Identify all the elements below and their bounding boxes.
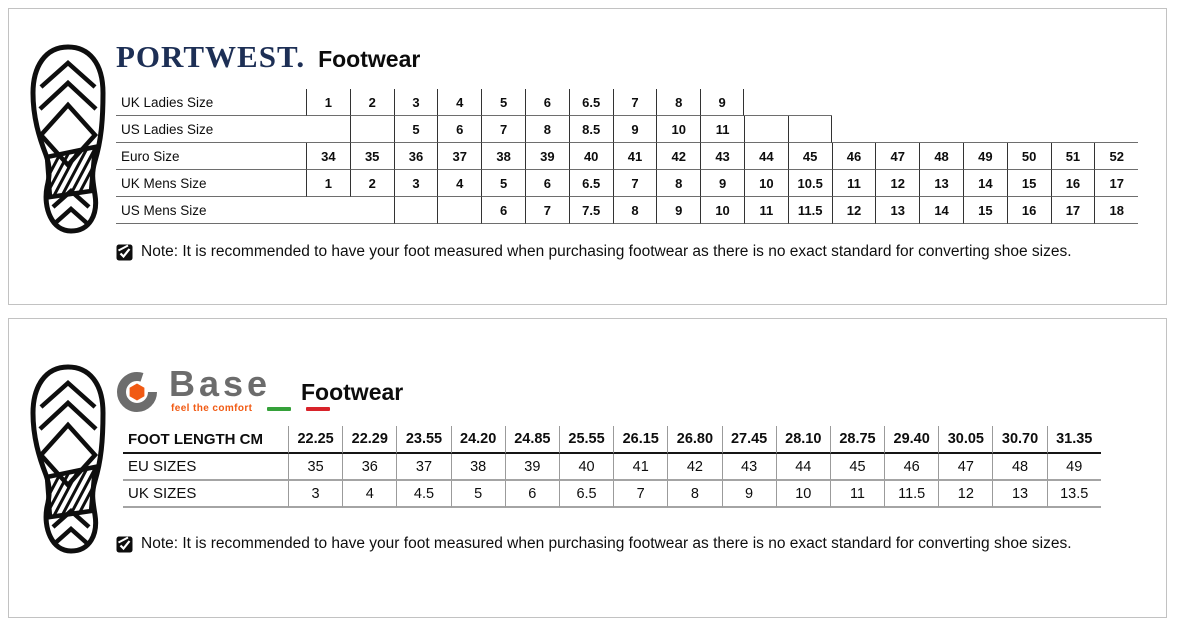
size-cell: 8	[525, 116, 569, 143]
size-cell: 29.40	[884, 426, 938, 454]
size-cell	[350, 197, 394, 224]
size-cell: 49	[963, 143, 1007, 170]
size-cell: 13	[992, 481, 1046, 508]
size-cell: 4	[437, 89, 481, 116]
size-cell: 44	[776, 454, 830, 481]
size-cell: 28.75	[830, 426, 884, 454]
base-panel	[8, 318, 1167, 618]
size-cell: 6.5	[559, 481, 613, 508]
size-cell: 43	[700, 143, 744, 170]
size-cell: 8.5	[569, 116, 613, 143]
size-cell: 43	[722, 454, 776, 481]
size-cell: 5	[481, 89, 525, 116]
size-cell: 6.5	[569, 89, 613, 116]
base-logo	[114, 363, 330, 415]
size-cell: 48	[992, 454, 1046, 481]
size-cell: 12	[875, 170, 919, 197]
size-cell: 8	[656, 89, 700, 116]
size-cell: 45	[788, 143, 832, 170]
size-cell: 12	[938, 481, 992, 508]
base-footwear-title: Footwear	[301, 379, 404, 405]
size-cell: 8	[613, 197, 657, 224]
size-cell: 49	[1047, 454, 1101, 481]
row-label: EU SIZES	[123, 454, 288, 481]
size-cell: 4	[437, 170, 481, 197]
size-cell: 17	[1094, 170, 1138, 197]
size-cell: 36	[394, 143, 438, 170]
size-cell: 15	[1007, 170, 1051, 197]
size-cell: 3	[394, 170, 438, 197]
size-cell: 13.5	[1047, 481, 1101, 508]
note-check-icon	[116, 536, 133, 553]
size-cell: 44	[744, 143, 788, 170]
size-cell: 18	[1094, 197, 1138, 224]
size-cell	[306, 197, 350, 224]
size-cell	[919, 116, 963, 143]
size-cell: 7	[481, 116, 525, 143]
size-cell: 7	[525, 197, 569, 224]
table-row	[116, 116, 1139, 143]
size-cell	[437, 197, 481, 224]
size-cell: 9	[613, 116, 657, 143]
size-cell: 30.70	[992, 426, 1046, 454]
size-cell: 6.5	[569, 170, 613, 197]
portwest-size-table	[116, 89, 1139, 224]
table-row	[123, 426, 1102, 454]
size-cell: 22.29	[342, 426, 396, 454]
row-label: US Mens Size	[116, 197, 306, 224]
portwest-note	[116, 243, 1072, 261]
size-cell: 3	[394, 89, 438, 116]
size-cell: 9	[722, 481, 776, 508]
size-cell: 7.5	[569, 197, 613, 224]
size-cell: 6	[525, 170, 569, 197]
size-cell: 23.55	[396, 426, 450, 454]
portwest-footwear-title: Footwear	[318, 46, 421, 72]
size-cell: 28.10	[776, 426, 830, 454]
size-cell	[875, 89, 919, 116]
size-cell	[963, 116, 1007, 143]
size-cell: 37	[396, 454, 450, 481]
size-cell: 50	[1007, 143, 1051, 170]
size-cell: 2	[350, 170, 394, 197]
portwest-panel	[8, 8, 1167, 305]
size-cell: 24.85	[505, 426, 559, 454]
size-cell: 11	[700, 116, 744, 143]
size-cell: 34	[306, 143, 350, 170]
size-cell: 38	[481, 143, 525, 170]
size-cell: 4.5	[396, 481, 450, 508]
table-row	[123, 454, 1102, 481]
size-cell: 51	[1051, 143, 1095, 170]
size-cell: 1	[306, 89, 350, 116]
size-cell: 47	[938, 454, 992, 481]
size-cell: 30.05	[938, 426, 992, 454]
size-cell: 1	[306, 170, 350, 197]
base-wordmark: Base	[169, 363, 272, 404]
row-label: Euro Size	[116, 143, 306, 170]
size-cell: 7	[613, 89, 657, 116]
flag-red-bar	[306, 407, 330, 411]
size-cell: 14	[963, 170, 1007, 197]
size-cell: 10	[700, 197, 744, 224]
size-cell: 35	[288, 454, 342, 481]
row-label: UK Mens Size	[116, 170, 306, 197]
size-cell: 11	[744, 197, 788, 224]
size-cell	[832, 89, 876, 116]
size-cell: 31.35	[1047, 426, 1101, 454]
size-cell	[1007, 89, 1051, 116]
note-check-icon	[116, 244, 133, 261]
row-label: US Ladies Size	[116, 116, 306, 143]
size-cell: 10.5	[788, 170, 832, 197]
size-cell: 6	[525, 89, 569, 116]
size-cell: 10	[776, 481, 830, 508]
size-cell: 13	[919, 170, 963, 197]
size-cell: 27.45	[722, 426, 776, 454]
size-cell: 39	[505, 454, 559, 481]
size-cell	[350, 116, 394, 143]
size-cell: 9	[700, 89, 744, 116]
size-cell: 16	[1007, 197, 1051, 224]
table-row	[116, 89, 1139, 116]
size-cell: 41	[613, 454, 667, 481]
table-row	[116, 197, 1139, 224]
size-cell: 11.5	[884, 481, 938, 508]
size-cell: 26.80	[667, 426, 721, 454]
size-cell: 47	[875, 143, 919, 170]
size-cell	[1007, 116, 1051, 143]
size-cell: 11.5	[788, 197, 832, 224]
size-cell: 25.55	[559, 426, 613, 454]
size-cell	[875, 116, 919, 143]
portwest-header	[116, 39, 420, 75]
size-cell	[744, 116, 788, 143]
size-cell: 42	[667, 454, 721, 481]
size-cell: 4	[342, 481, 396, 508]
size-cell: 2	[350, 89, 394, 116]
size-cell: 38	[451, 454, 505, 481]
size-cell: 37	[437, 143, 481, 170]
size-cell: 40	[569, 143, 613, 170]
size-cell: 6	[481, 197, 525, 224]
size-cell	[963, 89, 1007, 116]
size-cell	[1094, 89, 1138, 116]
row-label: FOOT LENGTH CM	[123, 426, 288, 454]
size-cell: 6	[505, 481, 559, 508]
size-cell	[919, 89, 963, 116]
size-cell: 9	[656, 197, 700, 224]
portwest-logo: PORTWEST.	[116, 39, 306, 74]
size-cell: 42	[656, 143, 700, 170]
size-cell	[788, 116, 832, 143]
base-tagline: feel the comfort	[171, 403, 253, 414]
size-cell: 22.25	[288, 426, 342, 454]
size-cell: 41	[613, 143, 657, 170]
size-cell: 40	[559, 454, 613, 481]
size-cell	[744, 89, 788, 116]
size-cell: 11	[830, 481, 884, 508]
size-cell: 8	[656, 170, 700, 197]
size-cell	[394, 197, 438, 224]
size-cell: 5	[394, 116, 438, 143]
size-cell	[1094, 116, 1138, 143]
size-cell: 35	[350, 143, 394, 170]
note-text: Note: It is recommended to have your foot measured when purchasing footwear as there is no exact standard for converting shoe sizes.	[141, 243, 1072, 260]
size-cell: 3	[288, 481, 342, 508]
row-label: UK Ladies Size	[116, 89, 306, 116]
size-cell: 7	[613, 481, 667, 508]
size-cell: 16	[1051, 170, 1095, 197]
size-cell: 10	[744, 170, 788, 197]
size-cell: 5	[481, 170, 525, 197]
size-cell	[832, 116, 876, 143]
boot-sole-icon	[25, 363, 111, 555]
size-cell	[306, 116, 350, 143]
size-cell: 26.15	[613, 426, 667, 454]
row-label: UK SIZES	[123, 481, 288, 508]
size-cell: 5	[451, 481, 505, 508]
size-cell: 6	[437, 116, 481, 143]
size-cell: 14	[919, 197, 963, 224]
size-cell: 11	[832, 170, 876, 197]
size-cell: 12	[832, 197, 876, 224]
table-row	[123, 481, 1102, 508]
size-cell: 39	[525, 143, 569, 170]
size-cell: 13	[875, 197, 919, 224]
size-cell: 8	[667, 481, 721, 508]
flag-green-bar	[267, 407, 291, 411]
table-row	[116, 170, 1139, 197]
size-cell: 52	[1094, 143, 1138, 170]
boot-sole-icon	[25, 43, 111, 235]
size-cell: 46	[832, 143, 876, 170]
note-text: Note: It is recommended to have your foot measured when purchasing footwear as there is no exact standard for converting shoe sizes.	[141, 535, 1072, 552]
size-cell: 46	[884, 454, 938, 481]
size-cell: 36	[342, 454, 396, 481]
size-cell: 7	[613, 170, 657, 197]
size-cell: 45	[830, 454, 884, 481]
base-size-table	[123, 426, 1102, 508]
size-cell: 10	[656, 116, 700, 143]
size-cell	[1051, 89, 1095, 116]
size-cell: 9	[700, 170, 744, 197]
table-row	[116, 143, 1139, 170]
size-cell	[788, 89, 832, 116]
base-hexnut-icon	[114, 367, 162, 415]
size-cell: 17	[1051, 197, 1095, 224]
base-note	[116, 535, 1072, 553]
size-cell	[1051, 116, 1095, 143]
size-cell: 24.20	[451, 426, 505, 454]
size-cell: 15	[963, 197, 1007, 224]
size-cell: 48	[919, 143, 963, 170]
